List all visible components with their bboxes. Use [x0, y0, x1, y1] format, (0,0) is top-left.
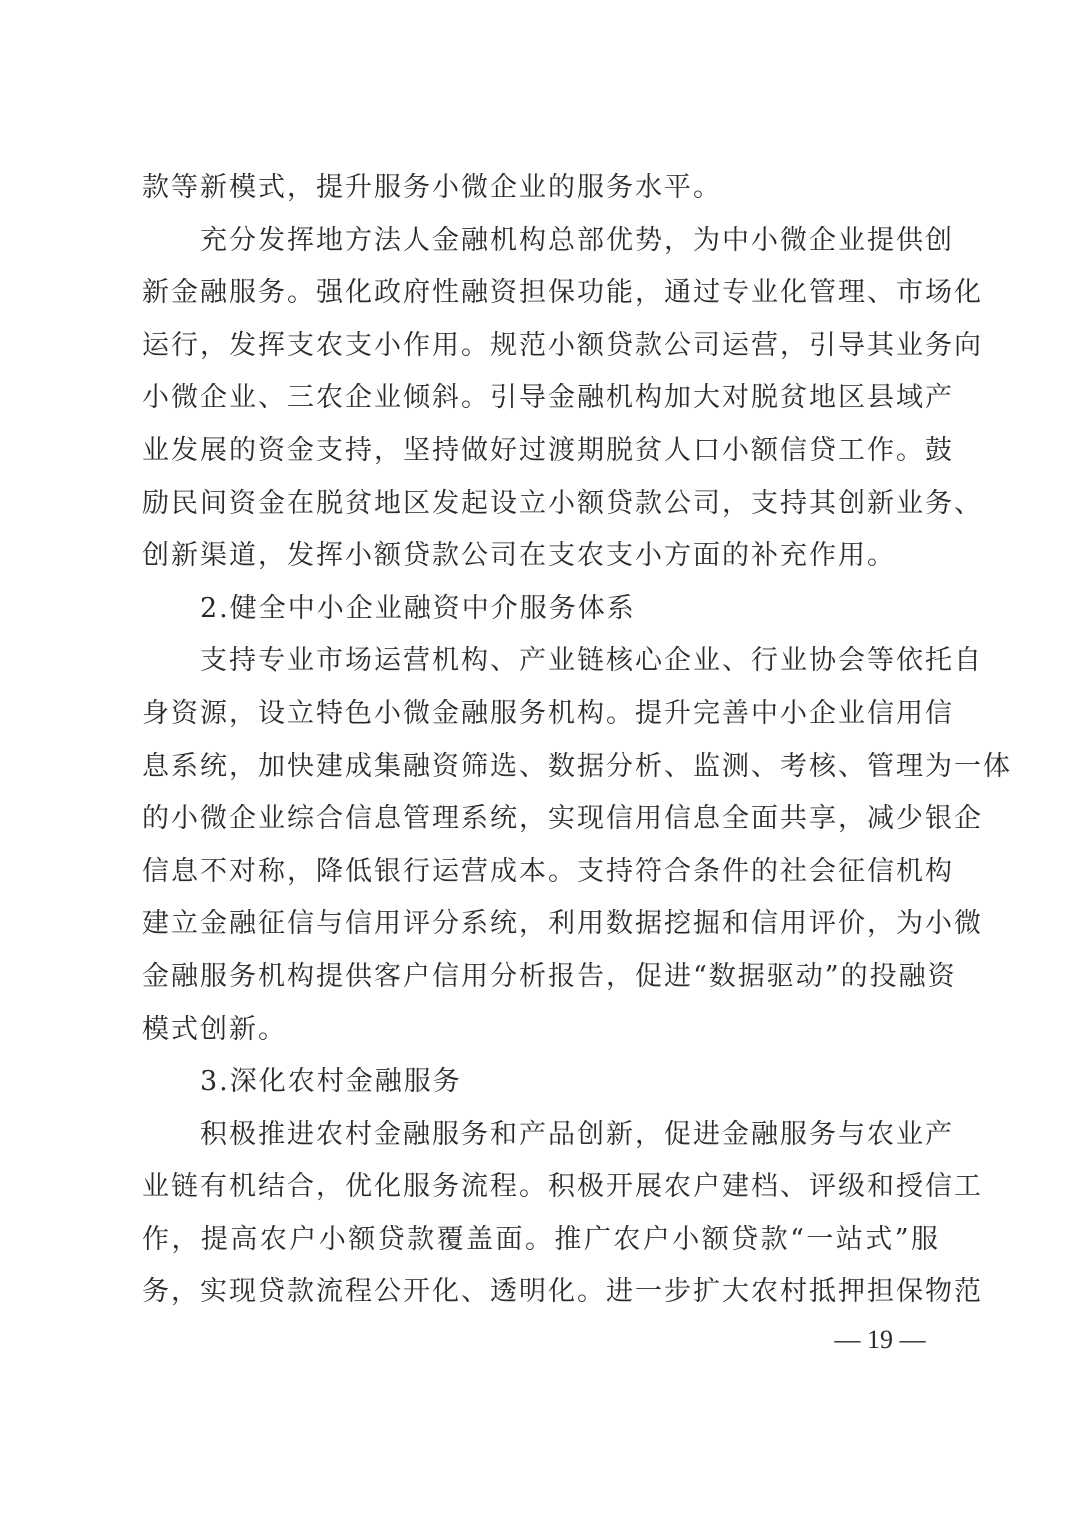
text-line: 务，实现贷款流程公开化、透明化。进一步扩大农村抵押担保物范: [142, 1276, 983, 1308]
text-line: 小微企业、三农企业倾斜。引导金融机构加大对脱贫地区县域产: [142, 382, 954, 414]
paragraph-rural-finance: [142, 1109, 983, 1319]
text-line: 作，提高农户小额贷款覆盖面。推广农户小额贷款“一站式”服: [142, 1223, 940, 1255]
heading-text: 3.深化农村金融服务: [200, 1066, 462, 1098]
paragraph-local-financial-institutions: [142, 215, 983, 583]
heading-text: 2.健全中小企业融资中介服务体系: [200, 592, 636, 624]
text-line: 身资源，设立特色小微金融服务机构。提升完善中小企业信用信: [142, 697, 954, 729]
text-line: 的小微企业综合信息管理系统，实现信用信息全面共享，减少银企: [142, 803, 983, 835]
text-line: 模式创新。: [142, 1013, 287, 1045]
paragraph-intermediary-services: [142, 635, 1012, 1056]
text-line: 建立金融征信与信用评分系统，利用数据挖掘和信用评价，为小微: [142, 908, 983, 940]
text-line: 业链有机结合，优化服务流程。积极开展农户建档、评级和授信工: [142, 1171, 983, 1203]
document-body: [142, 162, 1012, 1319]
text-line: 款等新模式，提升服务小微企业的服务水平。: [142, 172, 722, 203]
text-line: 充分发挥地方法人金融机构总部优势，为中小微企业提供创: [200, 224, 954, 256]
text-line: 积极推进农村金融服务和产品创新，促进金融服务与农业产: [200, 1118, 954, 1150]
section-heading-2: [142, 583, 940, 636]
text-line: 息系统，加快建成集融资筛选、数据分析、监测、考核、管理为一体: [142, 750, 1012, 782]
section-heading-3: [142, 1056, 940, 1109]
page-number: — 19 —: [834, 1325, 926, 1354]
text-line: 创新渠道，发挥小额贷款公司在支农支小方面的补充作用。: [142, 540, 896, 572]
text-line: 金融服务机构提供客户信用分析报告，促进“数据驱动”的投融资: [142, 960, 957, 992]
text-line: 支持专业市场运营机构、产业链核心企业、行业协会等依托自: [200, 645, 983, 677]
text-line: 励民间资金在脱贫地区发起设立小额贷款公司，支持其创新业务、: [142, 487, 983, 519]
text-line: 业发展的资金支持，坚持做好过渡期脱贫人口小额信贷工作。鼓: [142, 434, 954, 466]
text-line: 新金融服务。强化政府性融资担保功能，通过专业化管理、市场化: [142, 277, 983, 309]
text-line: 信息不对称，降低银行运营成本。支持符合条件的社会征信机构: [142, 855, 954, 887]
paragraph-continued: [142, 162, 940, 215]
text-line: 运行，发挥支农支小作用。规范小额贷款公司运营，引导其业务向: [142, 329, 983, 361]
